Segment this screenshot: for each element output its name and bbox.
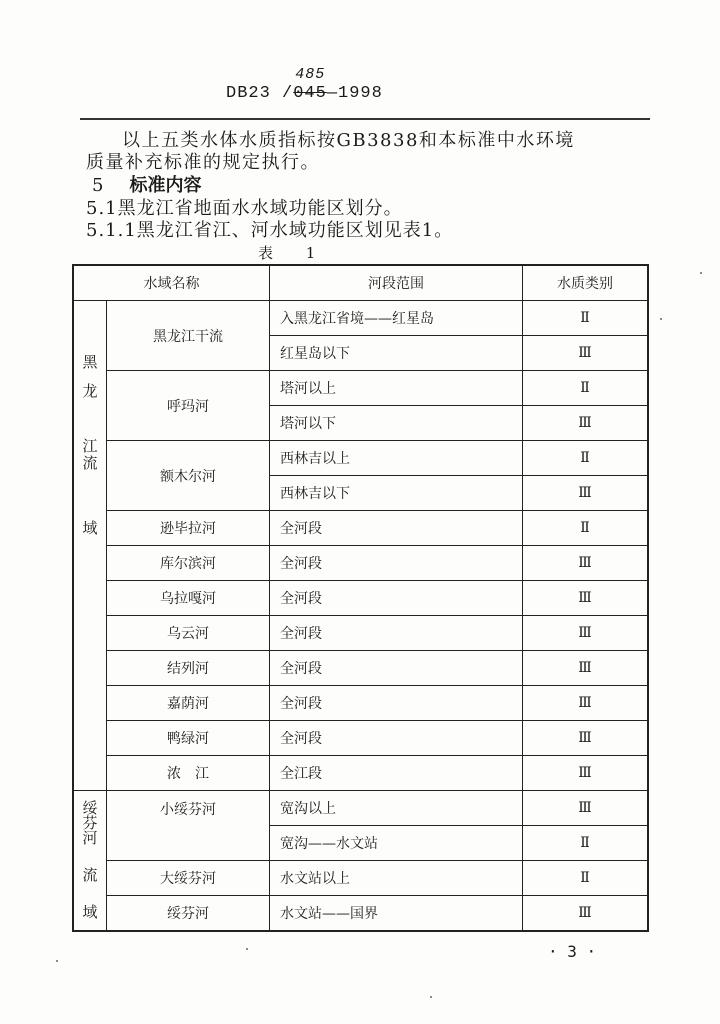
table-row bbox=[73, 686, 648, 721]
table-row bbox=[73, 581, 648, 616]
table-row bbox=[73, 301, 648, 336]
water-class: Ⅲ bbox=[523, 476, 649, 511]
water-class: Ⅲ bbox=[523, 896, 649, 932]
scan-speck bbox=[56, 960, 58, 962]
table-row bbox=[73, 756, 648, 791]
river-name: 乌拉嘎河 bbox=[107, 581, 270, 616]
scan-speck bbox=[660, 318, 662, 320]
water-class: Ⅲ bbox=[523, 406, 649, 441]
water-class: Ⅲ bbox=[523, 651, 649, 686]
header-river-range: 河段范围 bbox=[270, 265, 523, 301]
river-name: 结列河 bbox=[107, 651, 270, 686]
header-water-name: 水域名称 bbox=[73, 265, 270, 301]
paragraph-line-1: 以上五类水体水质指标按GB3838和本标准中水环境 bbox=[122, 130, 575, 151]
document-header bbox=[226, 66, 383, 103]
header-prefix: DB23 / bbox=[226, 84, 294, 103]
river-range: 全江段 bbox=[270, 756, 523, 791]
table-row bbox=[73, 441, 648, 476]
river-range: 宽沟以上 bbox=[270, 791, 523, 826]
water-class: Ⅲ bbox=[523, 616, 649, 651]
water-class: Ⅲ bbox=[523, 721, 649, 756]
section-5-1-1: 5.1.1黑龙江省江、河水域功能区划见表1。 bbox=[86, 220, 454, 241]
section-5-heading bbox=[92, 175, 201, 197]
river-name: 嘉荫河 bbox=[107, 686, 270, 721]
table-row bbox=[73, 371, 648, 406]
river-range: 全河段 bbox=[270, 721, 523, 756]
table-row bbox=[73, 511, 648, 546]
scan-speck bbox=[700, 272, 702, 274]
water-class: Ⅲ bbox=[523, 581, 649, 616]
water-class: Ⅱ bbox=[523, 826, 649, 861]
table-header-row bbox=[73, 265, 648, 301]
water-class: Ⅱ bbox=[523, 441, 649, 476]
river-name: 额木尔河 bbox=[107, 441, 270, 511]
water-class: Ⅱ bbox=[523, 371, 649, 406]
paragraph-line-2: 质量补充标准的规定执行。 bbox=[86, 152, 320, 173]
water-class: Ⅲ bbox=[523, 756, 649, 791]
table-row bbox=[73, 861, 648, 896]
scan-speck bbox=[246, 948, 248, 950]
header-rule bbox=[80, 118, 650, 120]
section-5-1: 5.1黑龙江省地面水水域功能区划分。 bbox=[86, 198, 403, 219]
river-range: 水文站——国界 bbox=[270, 896, 523, 932]
river-name: 库尔滨河 bbox=[107, 546, 270, 581]
water-class: Ⅱ bbox=[523, 301, 649, 336]
river-range: 入黑龙江省境——红星岛 bbox=[270, 301, 523, 336]
river-range: 全河段 bbox=[270, 546, 523, 581]
water-class: Ⅲ bbox=[523, 336, 649, 371]
water-class: Ⅲ bbox=[523, 791, 649, 826]
table-caption: 表 1 bbox=[258, 244, 330, 262]
river-name: 大绥芬河 bbox=[107, 861, 270, 896]
table-row bbox=[73, 616, 648, 651]
section-title: 标准内容 bbox=[129, 175, 202, 196]
river-range: 水文站以上 bbox=[270, 861, 523, 896]
river-name: 乌云河 bbox=[107, 616, 270, 651]
water-class: Ⅱ bbox=[523, 861, 649, 896]
water-class: Ⅱ bbox=[523, 511, 649, 546]
river-range: 塔河以下 bbox=[270, 406, 523, 441]
header-water-class: 水质类别 bbox=[523, 265, 649, 301]
river-range: 宽沟——水文站 bbox=[270, 826, 523, 861]
page-number: · 3 · bbox=[548, 942, 597, 961]
river-range: 全河段 bbox=[270, 511, 523, 546]
river-name: 逊毕拉河 bbox=[107, 511, 270, 546]
river-name: 呼玛河 bbox=[107, 371, 270, 441]
river-name: 鸭绿河 bbox=[107, 721, 270, 756]
river-name: 小绥芬河 bbox=[107, 791, 270, 861]
basin-label-suifenhe: 绥 芬 河 流 域 bbox=[73, 791, 107, 932]
water-function-table bbox=[72, 264, 649, 932]
river-range: 全河段 bbox=[270, 616, 523, 651]
river-range: 西林吉以上 bbox=[270, 441, 523, 476]
table-row bbox=[73, 896, 648, 932]
river-name: 浓 江 bbox=[107, 756, 270, 791]
river-range: 全河段 bbox=[270, 686, 523, 721]
basin-label-heilongjiang: 黑 龙 江 流 域 bbox=[73, 301, 107, 791]
section-number: 5 bbox=[92, 175, 104, 196]
scan-speck bbox=[430, 996, 432, 998]
river-range: 全河段 bbox=[270, 651, 523, 686]
table-row bbox=[73, 651, 648, 686]
water-class: Ⅲ bbox=[523, 546, 649, 581]
struck-number: 045 bbox=[293, 84, 327, 103]
river-range: 红星岛以下 bbox=[270, 336, 523, 371]
table-row bbox=[73, 791, 648, 826]
header-suffix: —1998 bbox=[326, 84, 383, 103]
water-class: Ⅲ bbox=[523, 686, 649, 721]
table-row bbox=[73, 546, 648, 581]
river-name: 绥芬河 bbox=[107, 896, 270, 932]
river-range: 西林吉以下 bbox=[270, 476, 523, 511]
river-range: 全河段 bbox=[270, 581, 523, 616]
river-range: 塔河以上 bbox=[270, 371, 523, 406]
handwritten-number: 485 bbox=[295, 66, 326, 83]
river-name: 黑龙江干流 bbox=[107, 301, 270, 371]
header-number bbox=[293, 66, 327, 103]
table-row bbox=[73, 721, 648, 756]
